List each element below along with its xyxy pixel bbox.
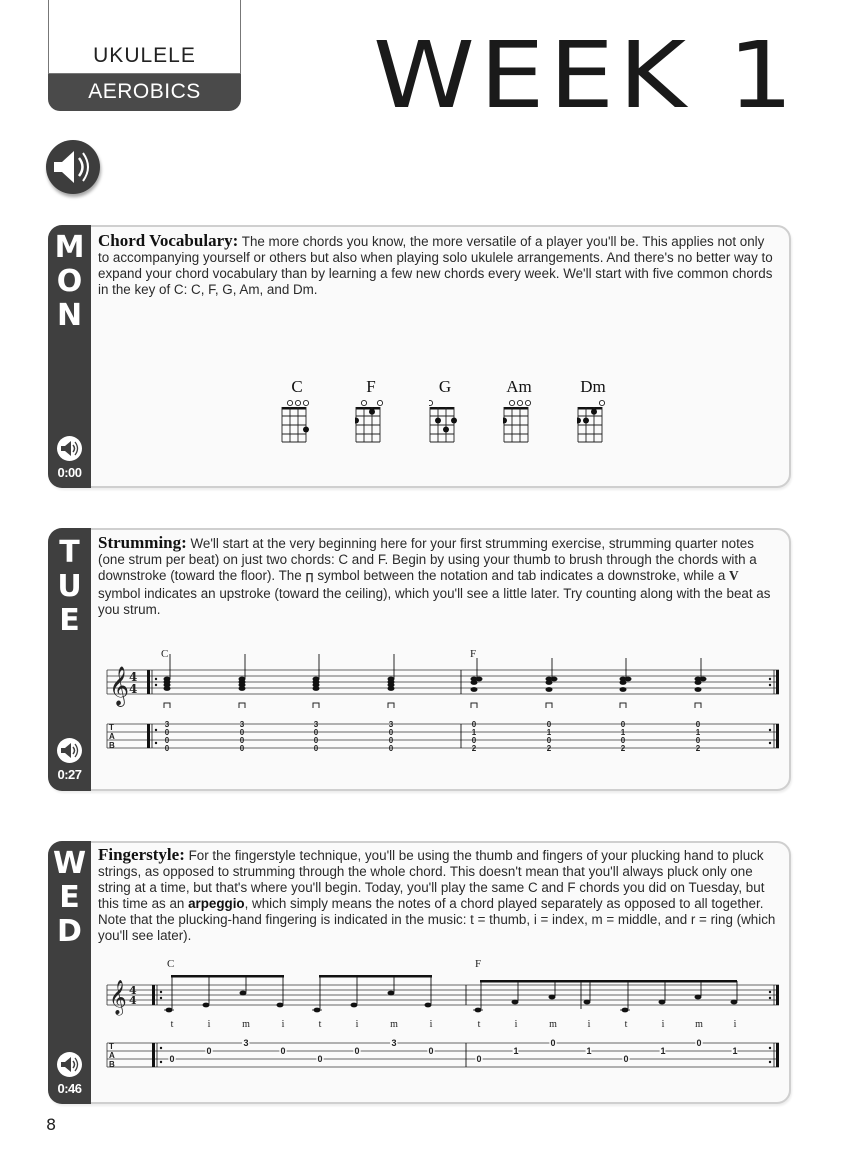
- svg-text:0: 0: [313, 736, 319, 745]
- svg-text:B: B: [109, 741, 115, 750]
- day-letter: E: [59, 603, 80, 638]
- svg-text:0: 0: [169, 1054, 175, 1064]
- lesson-heading: Strumming:: [98, 533, 187, 552]
- svg-text:1: 1: [513, 1046, 519, 1056]
- lesson-body: The more chords you know, the more versatile of a player you'll be. This applies not only to accompanying yourself or others but also when playing solo ukulele arrangements. And there's no better way to expand your chord vocabulary than by learning a few new chords every week. We'll start with five common chords in the key of C: C, F, G, Am, and Dm.: [98, 234, 773, 297]
- lesson-text: [98, 535, 777, 618]
- svg-text:0: 0: [620, 736, 626, 745]
- svg-text:0: 0: [239, 728, 245, 737]
- svg-text:1: 1: [471, 728, 477, 737]
- svg-text:0: 0: [313, 744, 319, 753]
- svg-text:0: 0: [280, 1046, 286, 1056]
- lesson-body: For the fingerstyle technique, you'll be using the thumb and fingers of your plucking hand to pluck strings, as opposed to strumming through the whole chord. This doesn't mean that you'll always pluck only one string at a time, but that's where you'll begin. Today, you'll play the same C and F chords you did on Tuesday, but this time as an: [98, 848, 765, 911]
- day-letter: D: [57, 914, 82, 949]
- lesson-body: symbol between the notation and tab indicates a downstroke, while a: [313, 568, 730, 583]
- badge-top: [48, 0, 241, 74]
- panel-wednesday: [48, 841, 791, 1104]
- svg-text:t: t: [624, 1019, 628, 1030]
- day-letter: T: [59, 535, 80, 570]
- lesson-body: , which simply means the notes of a chord played separately as opposed to all together. Note that the plucking-hand fingering is indicated in the music: t = thumb, i = index, m = middle, and r = ring (which you'll see later).: [98, 896, 776, 943]
- svg-text:0: 0: [623, 1054, 629, 1064]
- chord-diagrams: [282, 377, 652, 447]
- svg-text:0: 0: [388, 728, 394, 737]
- chord-diagram-c: [282, 377, 356, 447]
- panel-monday: [48, 225, 791, 488]
- svg-text:T: T: [109, 1042, 114, 1051]
- chord-diagram-f: [356, 377, 430, 447]
- svg-text:0: 0: [164, 744, 170, 753]
- day-letter: E: [59, 880, 80, 915]
- day-letter: N: [56, 298, 83, 333]
- svg-text:C: C: [167, 958, 175, 970]
- svg-text:3: 3: [243, 1038, 249, 1048]
- speaker-icon[interactable]: [57, 738, 82, 763]
- svg-text:2: 2: [695, 744, 701, 753]
- panel-tuesday: [48, 528, 791, 791]
- svg-text:i: i: [207, 1019, 211, 1030]
- svg-text:m: m: [549, 1019, 557, 1030]
- svg-text:0: 0: [206, 1046, 212, 1056]
- svg-text:1: 1: [660, 1046, 666, 1056]
- lesson-body: We'll start at the very beginning here for your first strumming exercise, strumming quarter notes (one strum per beat) on just two chords: C and F. Begin by using your thumb to brush through the chords with a downstroke (toward the floor). The: [98, 536, 757, 583]
- svg-text:0: 0: [164, 728, 170, 737]
- page-number: 8: [46, 1115, 57, 1134]
- svg-text:4: 4: [129, 984, 137, 997]
- svg-text:0: 0: [428, 1046, 434, 1056]
- svg-text:i: i: [355, 1019, 359, 1030]
- svg-text:A: A: [109, 732, 115, 741]
- svg-text:i: i: [661, 1019, 665, 1030]
- svg-text:1: 1: [546, 728, 552, 737]
- svg-text:t: t: [318, 1019, 322, 1030]
- svg-text:m: m: [695, 1019, 703, 1030]
- lesson-text: [98, 233, 777, 298]
- svg-text:F: F: [475, 958, 482, 970]
- downstroke-symbol: ∏: [305, 572, 314, 583]
- day-letter: W: [52, 846, 87, 881]
- svg-text:T: T: [109, 723, 114, 732]
- lesson-heading: Fingerstyle:: [98, 845, 185, 864]
- badge-bottom: [48, 74, 241, 111]
- svg-text:B: B: [109, 1060, 115, 1069]
- svg-text:0: 0: [546, 720, 552, 729]
- speaker-icon[interactable]: [57, 436, 82, 461]
- speaker-icon[interactable]: [46, 140, 100, 194]
- chord-name: Am: [506, 377, 532, 396]
- svg-text:t: t: [170, 1019, 174, 1030]
- lesson-text: [98, 847, 777, 944]
- svg-text:2: 2: [546, 744, 552, 753]
- svg-text:0: 0: [476, 1054, 482, 1064]
- svg-text:t: t: [477, 1019, 481, 1030]
- track-time: 0:46: [57, 1081, 82, 1096]
- svg-text:0: 0: [388, 744, 394, 753]
- svg-text:0: 0: [546, 736, 552, 745]
- svg-text:A: A: [109, 1051, 115, 1060]
- svg-text:0: 0: [695, 720, 701, 729]
- svg-text:0: 0: [696, 1038, 702, 1048]
- svg-text:0: 0: [239, 736, 245, 745]
- svg-text:2: 2: [620, 744, 626, 753]
- day-letter: U: [57, 569, 82, 604]
- svg-text:3: 3: [313, 720, 319, 729]
- fingerstyle-notation: [105, 955, 785, 1070]
- svg-text:3: 3: [164, 720, 170, 729]
- svg-text:m: m: [390, 1019, 398, 1030]
- svg-text:i: i: [514, 1019, 518, 1030]
- svg-text:𝄞: 𝄞: [109, 666, 130, 706]
- svg-text:1: 1: [620, 728, 626, 737]
- svg-text:0: 0: [550, 1038, 556, 1048]
- svg-text:3: 3: [388, 720, 394, 729]
- svg-text:0: 0: [695, 736, 701, 745]
- svg-text:0: 0: [313, 728, 319, 737]
- day-letter: M: [54, 230, 85, 265]
- svg-text:i: i: [281, 1019, 285, 1030]
- svg-text:0: 0: [620, 720, 626, 729]
- day-letter: O: [56, 264, 83, 299]
- lesson-body: symbol indicates an upstroke (toward the ceiling), which you'll see a little later. Try counting along with the beat as you strum.: [98, 586, 771, 617]
- svg-text:4: 4: [129, 994, 137, 1007]
- svg-text:3: 3: [391, 1038, 397, 1048]
- svg-text:C: C: [161, 648, 169, 660]
- track-time: 0:27: [57, 767, 82, 782]
- svg-text:1: 1: [732, 1046, 738, 1056]
- svg-text:i: i: [733, 1019, 737, 1030]
- svg-text:0: 0: [164, 736, 170, 745]
- day-bar-tuesday: [48, 528, 91, 791]
- badge-title-ukulele: UKULELE: [93, 44, 196, 67]
- svg-text:𝄞: 𝄞: [109, 980, 127, 1015]
- badge-title-aerobics: AEROBICS: [88, 80, 201, 103]
- strumming-notation: [105, 645, 785, 765]
- svg-text:F: F: [470, 648, 477, 660]
- speaker-icon[interactable]: [57, 1052, 82, 1077]
- day-bar-wednesday: [48, 841, 91, 1104]
- chord-diagram-dm: [578, 377, 652, 447]
- svg-text:i: i: [429, 1019, 433, 1030]
- upstroke-symbol: V: [729, 568, 739, 583]
- svg-text:0: 0: [471, 720, 477, 729]
- chord-name: Dm: [580, 377, 606, 396]
- svg-text:0: 0: [317, 1054, 323, 1064]
- svg-text:i: i: [587, 1019, 591, 1030]
- chord-diagram-g: [430, 377, 504, 447]
- chord-name: F: [366, 377, 376, 396]
- day-bar-monday: [48, 225, 91, 488]
- svg-text:0: 0: [354, 1046, 360, 1056]
- svg-text:2: 2: [471, 744, 477, 753]
- page-title: WEEK 1: [373, 22, 798, 129]
- svg-text:0: 0: [471, 736, 477, 745]
- svg-text:0: 0: [388, 736, 394, 745]
- svg-text:1: 1: [695, 728, 701, 737]
- svg-text:3: 3: [239, 720, 245, 729]
- track-time: 0:00: [57, 465, 82, 480]
- svg-text:1: 1: [586, 1046, 592, 1056]
- keyword-arpeggio: arpeggio: [188, 896, 245, 911]
- svg-text:4: 4: [129, 682, 138, 696]
- svg-text:0: 0: [239, 744, 245, 753]
- svg-text:4: 4: [129, 670, 138, 684]
- book-badge: [48, 0, 241, 111]
- svg-text:m: m: [242, 1019, 250, 1030]
- lesson-heading: Chord Vocabulary:: [98, 231, 239, 250]
- chord-name: G: [438, 377, 452, 396]
- chord-name: C: [291, 377, 303, 396]
- chord-diagram-am: [504, 377, 578, 447]
